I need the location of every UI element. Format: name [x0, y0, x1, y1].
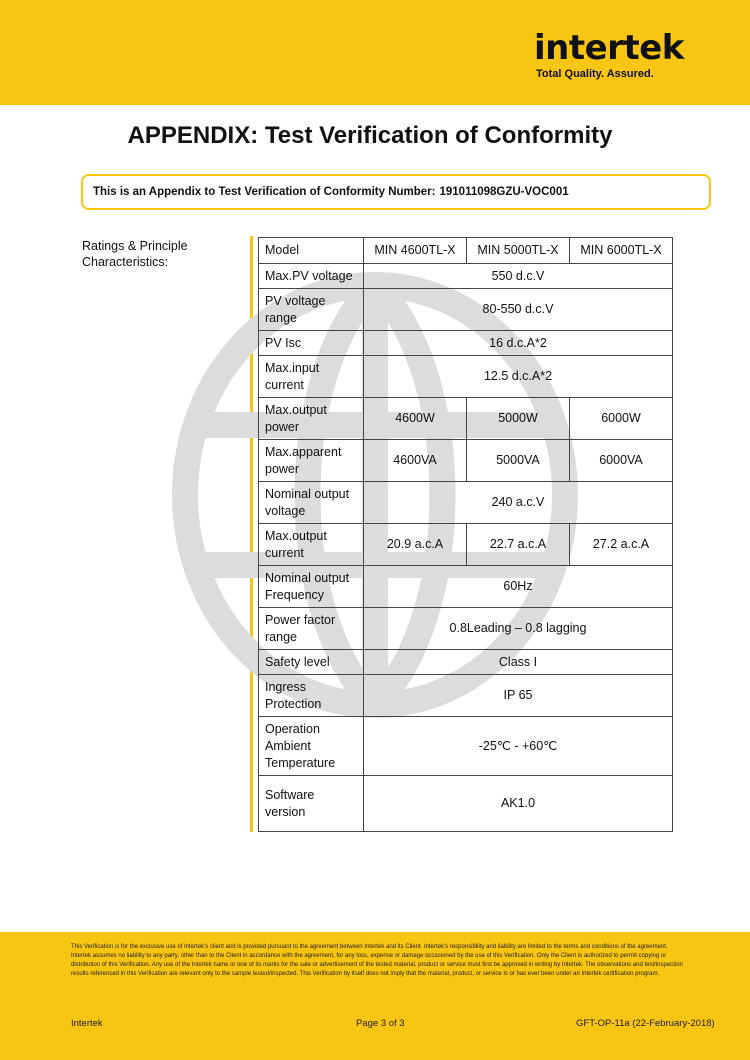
- table-cell-value: 27.2 a.c.A: [570, 524, 673, 566]
- table-cell-value: 22.7 a.c.A: [467, 524, 570, 566]
- footer-disclaimer: This Verification is for the exclusive use of Intertek's client and is provided pursuant to the agreement between Intertek and its Client. Intertek's responsibility and liability are limited to the terms and conditions of the agreement. Intertek assumes no liability to any party, other than to the Client in accordance with the agreement, for any loss, expense or damage occasioned by the use of this Verification. Only the Client is authorized to permit copying or distribution of this Verification. Any use of the Intertek name or one of its marks for the sale or advertisement of the tested material, product or service must first be approved in writing by Intertek. The observations and test/inspection results referenced in this Verification are relevant only to the sample tested/inspected. This Verification by itself does not imply that the material, product, or service is or has ever been under an Intertek certification program.: [71, 944, 683, 977]
- table-row-nominal-output-voltage: [259, 482, 673, 524]
- table-row-label: Model: [259, 238, 364, 264]
- table-cell-value: 550 d.c.V: [364, 264, 673, 289]
- table-row-label: Software version: [259, 776, 364, 832]
- table-row-label: Max.input current: [259, 356, 364, 398]
- logo-tagline: Total Quality. Assured.: [536, 68, 654, 80]
- table-row-label: Max.apparent power: [259, 440, 364, 482]
- table-row-max-output-current: [259, 524, 673, 566]
- table-cell-value: 80-550 d.c.V: [364, 289, 673, 331]
- table-row-safety-level: [259, 650, 673, 675]
- reference-label: This is an Appendix to Test Verification of Conformity Number:: [93, 186, 436, 198]
- model-header: MIN 4600TL-X: [364, 238, 467, 264]
- reference-box: [81, 174, 711, 210]
- table-row-max-output-power: [259, 398, 673, 440]
- table-cell-value: 60Hz: [364, 566, 673, 608]
- footer-company: Intertek: [71, 1018, 103, 1029]
- table-row-label: Max.output current: [259, 524, 364, 566]
- table-row-label: PV voltage range: [259, 289, 364, 331]
- table-row-max-apparent-power: [259, 440, 673, 482]
- model-header: MIN 6000TL-X: [570, 238, 673, 264]
- table-cell-value: 5000W: [467, 398, 570, 440]
- table-row-label: Ingress Protection: [259, 675, 364, 717]
- table-cell-value: 12.5 d.c.A*2: [364, 356, 673, 398]
- table-row-pv-isc: [259, 331, 673, 356]
- table-row-max-pv-voltage: [259, 264, 673, 289]
- table-row-label: Max.output power: [259, 398, 364, 440]
- model-header: MIN 5000TL-X: [467, 238, 570, 264]
- table-cell-value: AK1.0: [364, 776, 673, 832]
- table-cell-value: 5000VA: [467, 440, 570, 482]
- page-title: APPENDIX: Test Verification of Conformity: [127, 122, 613, 149]
- table-cell-value: 4600VA: [364, 440, 467, 482]
- footer-page-number: Page 3 of 3: [356, 1018, 405, 1029]
- table-row-max-input-current: [259, 356, 673, 398]
- table-row-model: [259, 238, 673, 264]
- table-cell-value: 16 d.c.A*2: [364, 331, 673, 356]
- table-cell-value: IP 65: [364, 675, 673, 717]
- table-row-label: Nominal output voltage: [259, 482, 364, 524]
- logo-wordmark: intertek: [534, 28, 684, 68]
- table-cell-value: 240 a.c.V: [364, 482, 673, 524]
- reference-number: 191011098GZU-VOC001: [439, 186, 569, 198]
- table-row-label: Operation Ambient Temperature: [259, 717, 364, 776]
- table-row-label: PV Isc: [259, 331, 364, 356]
- table-cell-value: 6000W: [570, 398, 673, 440]
- ratings-table: [258, 237, 673, 832]
- table-cell-value: 0.8Leading – 0.8 lagging: [364, 608, 673, 650]
- table-row-operation-ambient-temperature: [259, 717, 673, 776]
- footer-form-code: GFT-OP-11a (22-February-2018): [576, 1018, 715, 1029]
- table-row-label: Max.PV voltage: [259, 264, 364, 289]
- intertek-logo: [534, 30, 694, 80]
- table-row-label: Safety level: [259, 650, 364, 675]
- table-row-nominal-output-frequency: [259, 566, 673, 608]
- table-cell-value: 4600W: [364, 398, 467, 440]
- table-row-label: Nominal output Frequency: [259, 566, 364, 608]
- table-cell-value: Class I: [364, 650, 673, 675]
- table-cell-value: 6000VA: [570, 440, 673, 482]
- table-row-pv-voltage-range: [259, 289, 673, 331]
- table-row-ingress-protection: [259, 675, 673, 717]
- table-row-software-version: [259, 776, 673, 832]
- table-row-label: Power factor range: [259, 608, 364, 650]
- table-cell-value: 20.9 a.c.A: [364, 524, 467, 566]
- table-cell-value: -25℃ - +60℃: [364, 717, 673, 776]
- table-row-power-factor-range: [259, 608, 673, 650]
- section-label: Ratings & Principle Characteristics:: [82, 239, 188, 269]
